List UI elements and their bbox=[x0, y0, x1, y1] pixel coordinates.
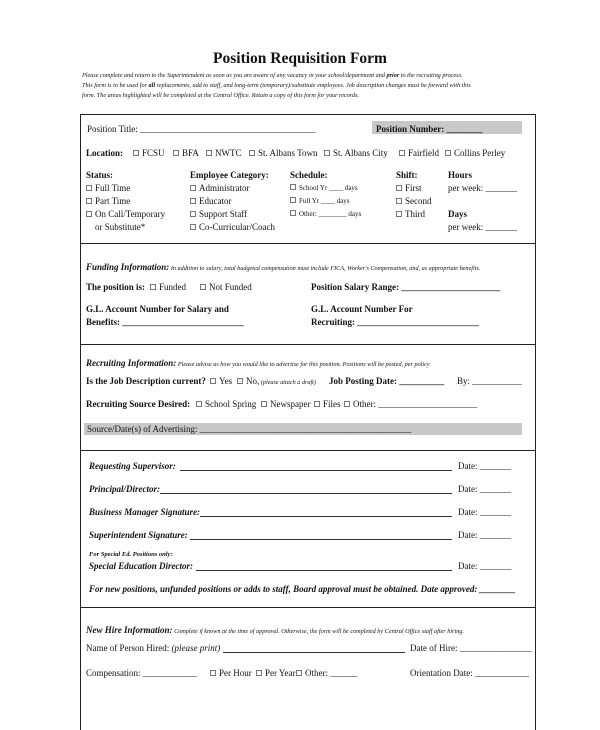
checkbox-icon[interactable] bbox=[173, 150, 179, 156]
person-hired-line[interactable] bbox=[223, 652, 405, 653]
per-year-option[interactable]: Per Year bbox=[256, 668, 296, 678]
hours-label: Hours bbox=[448, 170, 473, 180]
checkbox-icon[interactable] bbox=[210, 670, 216, 676]
checkbox-icon[interactable] bbox=[133, 150, 139, 156]
checkbox-icon[interactable] bbox=[256, 670, 262, 676]
funded-option[interactable]: Funded bbox=[150, 282, 186, 292]
checkbox-icon[interactable] bbox=[86, 211, 92, 217]
date-of-hire-field[interactable]: Date of Hire: ________________ bbox=[410, 643, 532, 653]
schedule-school-yr[interactable]: School Yr ____ days bbox=[290, 184, 358, 192]
checkbox-icon[interactable] bbox=[396, 198, 402, 204]
days-per-week-field[interactable]: per week: _______ bbox=[448, 222, 517, 232]
other-comp-option[interactable]: Other: ______ bbox=[296, 668, 357, 678]
source-newspaper[interactable]: Newspaper bbox=[261, 399, 310, 409]
checkbox-icon[interactable] bbox=[445, 150, 451, 156]
per-hour-option[interactable]: Per Hour bbox=[210, 668, 252, 678]
checkbox-icon[interactable] bbox=[249, 150, 255, 156]
posting-by-field[interactable]: By: ___________ bbox=[457, 376, 522, 386]
checkbox-icon[interactable] bbox=[344, 401, 350, 407]
checkbox-icon[interactable] bbox=[196, 401, 202, 407]
checkbox-icon[interactable] bbox=[324, 150, 330, 156]
category-educator[interactable]: Educator bbox=[190, 196, 231, 206]
business-manager-date-field[interactable]: Date: _______ bbox=[458, 507, 512, 517]
location-fcsu[interactable]: FCSU bbox=[133, 148, 165, 158]
checkbox-icon[interactable] bbox=[399, 150, 405, 156]
intro-line-1: Please complete and return to the Superintendent as soon as you are aware of any vacancy in your school/department and prior to the recruiting process. bbox=[82, 72, 463, 79]
shift-first[interactable]: First bbox=[396, 183, 422, 193]
employee-category-label: Employee Category: bbox=[190, 170, 269, 180]
shift-third[interactable]: Third bbox=[396, 209, 425, 219]
location-collins-perley[interactable]: Collins Perley bbox=[445, 148, 505, 158]
orientation-date-field[interactable]: Orientation Date: ____________ bbox=[410, 668, 529, 678]
business-manager-label: Business Manager Signature: bbox=[89, 507, 201, 517]
gl-recruiting-field[interactable]: Recruiting: ___________________________ bbox=[311, 317, 479, 327]
compensation-field[interactable]: Compensation: ____________ bbox=[86, 668, 197, 678]
position-title-field[interactable]: Position Title: _______________________________________ bbox=[87, 124, 316, 134]
sped-director-label: Special Education Director: bbox=[89, 561, 193, 571]
posting-date-field[interactable]: Job Posting Date: __________ bbox=[329, 376, 445, 386]
location-fairfield[interactable]: Fairfield bbox=[399, 148, 439, 158]
page-title: Position Requisition Form bbox=[213, 50, 387, 67]
principal-signature-line[interactable] bbox=[160, 493, 452, 494]
superintendent-date-field[interactable]: Date: _______ bbox=[458, 530, 512, 540]
section-divider bbox=[80, 243, 536, 244]
schedule-full-yr[interactable]: Full Yr ____ days bbox=[290, 197, 350, 205]
category-co-curricular[interactable]: Co-Curricular/Coach bbox=[190, 222, 275, 232]
section-divider bbox=[80, 344, 536, 345]
status-part-time[interactable]: Part Time bbox=[86, 196, 130, 206]
intro-line-3: form. The areas highlighted will be completed at the Central Office. Retain a copy of this form for your records. bbox=[82, 92, 360, 99]
principal-date-field[interactable]: Date: _______ bbox=[458, 484, 512, 494]
checkbox-icon[interactable] bbox=[210, 378, 216, 384]
position-number-field[interactable]: Position Number: ________ bbox=[376, 124, 483, 134]
hours-per-week-field[interactable]: per week: _______ bbox=[448, 183, 517, 193]
checkbox-icon[interactable] bbox=[86, 185, 92, 191]
section-divider bbox=[80, 450, 536, 451]
sped-director-signature-line[interactable] bbox=[196, 570, 452, 571]
source-school-spring[interactable]: School Spring bbox=[196, 399, 256, 409]
schedule-other[interactable]: Other: ________ days bbox=[290, 210, 361, 218]
location-nwtc[interactable]: NWTC bbox=[206, 148, 242, 158]
requesting-supervisor-line[interactable] bbox=[180, 470, 452, 471]
location-st-albans-city[interactable]: St. Albans City bbox=[324, 148, 388, 158]
checkbox-icon[interactable] bbox=[200, 284, 206, 290]
requesting-date-field[interactable]: Date: _______ bbox=[458, 461, 512, 471]
sped-director-date-field[interactable]: Date: _______ bbox=[458, 561, 512, 571]
checkbox-icon[interactable] bbox=[396, 211, 402, 217]
business-manager-signature-line[interactable] bbox=[200, 516, 452, 517]
position-is-label: The position is: bbox=[86, 282, 146, 292]
checkbox-icon[interactable] bbox=[206, 150, 212, 156]
gl-salary-label: G.L. Account Number for Salary and bbox=[86, 304, 229, 314]
checkbox-icon[interactable] bbox=[296, 670, 302, 676]
source-other[interactable]: Other: ______________________ bbox=[344, 399, 477, 409]
checkbox-icon[interactable] bbox=[290, 184, 296, 190]
status-label: Status: bbox=[86, 170, 114, 180]
checkbox-icon[interactable] bbox=[290, 210, 296, 216]
checkbox-icon[interactable] bbox=[314, 401, 320, 407]
location-label: Location: bbox=[86, 148, 123, 158]
superintendent-signature-line[interactable] bbox=[190, 539, 452, 540]
salary-range-field[interactable]: Position Salary Range: ______________________ bbox=[311, 282, 501, 292]
status-full-time[interactable]: Full Time bbox=[86, 183, 130, 193]
recruiting-info: Recruiting Information: Please advise us how you would like to advertise for this position. Positions will be posted, per policy bbox=[86, 358, 430, 368]
superintendent-label: Superintendent Signature: bbox=[89, 530, 188, 540]
intro-line-2: This form is to be used for all replacements, add to staff, and long-term (temporary)/substitute employees. Job description changes must be forward with this bbox=[82, 82, 471, 89]
days-label: Days bbox=[448, 209, 468, 219]
checkbox-icon[interactable] bbox=[237, 378, 243, 384]
category-administrator[interactable]: Administrator bbox=[190, 183, 250, 193]
shift-second[interactable]: Second bbox=[396, 196, 432, 206]
location-st-albans-town[interactable]: St. Albans Town bbox=[249, 148, 317, 158]
funding-info: Funding Information: In addition to salary, total budgeted compensation must include FICA, Worker's Compensation, and, as appropriate benefits. bbox=[86, 262, 481, 272]
status-substitute: or Substitute* bbox=[95, 222, 146, 232]
checkbox-icon[interactable] bbox=[190, 211, 196, 217]
source-dates-field[interactable]: Source/Date(s) of Advertising: _______________________________________________ bbox=[87, 424, 412, 434]
gl-salary-field[interactable]: Benefits: ___________________________ bbox=[86, 317, 244, 327]
new-hire-info: New Hire Information: Complete if known at the time of approval. Otherwise, the form will be completed by Central Office staff after hiring. bbox=[86, 625, 464, 635]
source-files[interactable]: Files bbox=[314, 399, 341, 409]
checkbox-icon[interactable] bbox=[261, 401, 267, 407]
new-positions-approval[interactable]: For new positions, unfunded positions or adds to staff, Board approval must be obtained. Date approved: ________ bbox=[89, 584, 516, 594]
jd-no-option[interactable]: No, (please attach a draft) bbox=[237, 376, 316, 386]
checkbox-icon[interactable] bbox=[396, 185, 402, 191]
location-bfa[interactable]: BFA bbox=[173, 148, 199, 158]
requesting-supervisor-label: Requesting Supervisor: bbox=[89, 461, 176, 471]
status-on-call[interactable]: On Call/Temporary bbox=[86, 209, 165, 219]
checkbox-icon[interactable] bbox=[150, 284, 156, 290]
sped-note: For Special Ed. Positions only: bbox=[89, 551, 173, 558]
checkbox-icon[interactable] bbox=[190, 224, 196, 230]
shift-label: Shift: bbox=[396, 170, 418, 180]
schedule-label: Schedule: bbox=[290, 170, 328, 180]
source-desired-label: Recruiting Source Desired: bbox=[86, 399, 191, 409]
jd-yes-option[interactable]: Yes bbox=[210, 376, 232, 386]
checkbox-icon[interactable] bbox=[190, 185, 196, 191]
section-divider bbox=[80, 607, 536, 608]
principal-label: Principal/Director: bbox=[89, 484, 160, 494]
checkbox-icon[interactable] bbox=[190, 198, 196, 204]
person-hired-label: Name of Person Hired: (please print) bbox=[86, 643, 221, 653]
not-funded-option[interactable]: Not Funded bbox=[200, 282, 252, 292]
category-support-staff[interactable]: Support Staff bbox=[190, 209, 247, 219]
gl-recruiting-label: G.L. Account Number For bbox=[311, 304, 413, 314]
checkbox-icon[interactable] bbox=[290, 197, 296, 203]
checkbox-icon[interactable] bbox=[86, 198, 92, 204]
jd-current-label: Is the Job Description current? bbox=[86, 376, 206, 386]
